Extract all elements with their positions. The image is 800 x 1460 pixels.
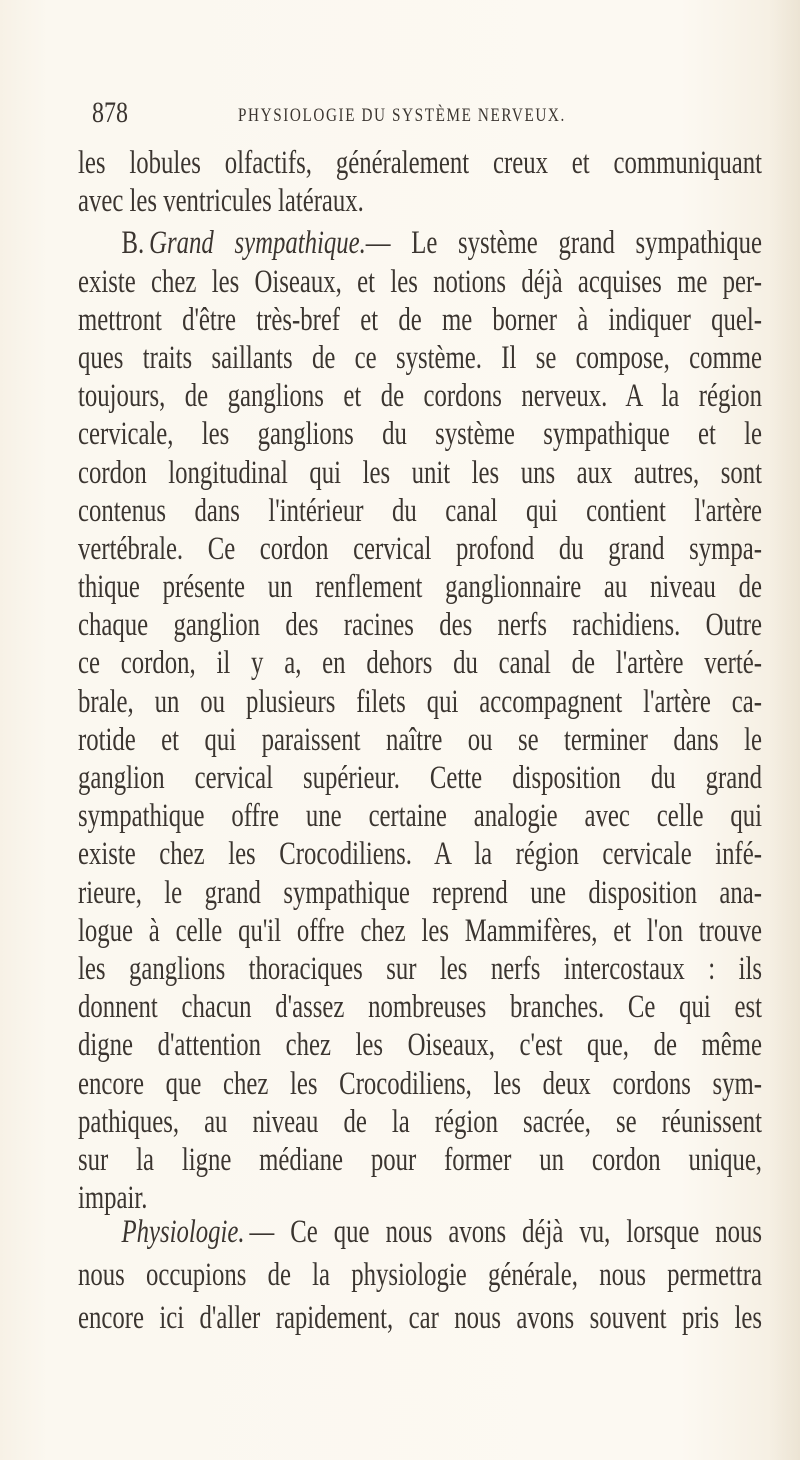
text-line: sur la ligne médiane pour former un cordon unique, <box>78 1141 762 1178</box>
text-line: ce cordon, il y a, en dehors du canal de l'artère verté- <box>78 645 762 682</box>
page-number: 878 <box>92 96 128 129</box>
text-line: thique présente un renflement ganglionnaire au niveau de <box>78 569 762 606</box>
text-line: sympathique offre une certaine analogie avec celle qui <box>78 798 762 835</box>
section-label: B. <box>121 225 145 262</box>
section-title: Grand sympathique. <box>149 225 366 262</box>
text-line: logue à celle qu'il offre chez les Mammifères, et l'on trouve <box>78 912 762 949</box>
text-line: avec les ventricules latéraux. <box>78 183 364 220</box>
paragraph-olfactory <box>78 144 762 220</box>
text-line: impair. <box>78 1180 148 1217</box>
section-heading-line <box>78 1211 762 1254</box>
text-line: encore ici d'aller rapidement, car nous avons souvent pris les <box>78 1300 762 1336</box>
text-line: cordon longitudinal qui les unit les uns aux autres, sont <box>78 454 762 491</box>
heading-continuation: — Ce que nous avons déjà vu, lorsque nous <box>249 1214 762 1250</box>
text-line: existe chez les Oiseaux, et les notions déjà acquises me per- <box>78 263 762 300</box>
running-title: PHYSIOLOGIE DU SYSTÈME NERVEUX. <box>238 105 566 126</box>
text-line: rotide et qui paraissent naître ou se terminer dans le <box>78 721 762 758</box>
text-line: nous occupions de la physiologie générale, nous permettra <box>78 1257 762 1293</box>
text-line: brale, un ou plusieurs filets qui accompagnent l'artère ca- <box>78 683 762 720</box>
text-line: cervicale, les ganglions du système sympathique et le <box>78 416 762 453</box>
text-line: mettront d'être très-bref et de me borner à indiquer quel- <box>78 301 762 338</box>
section-heading-line <box>78 224 762 262</box>
paragraph-physiologie <box>78 1211 762 1340</box>
text-line: rieure, le grand sympathique reprend une disposition ana- <box>78 874 762 911</box>
body-text <box>78 144 762 1217</box>
text-line: vertébrale. Ce cordon cervical profond du grand sympa- <box>78 530 762 567</box>
text-line: donnent chacun d'assez nombreuses branches. Ce qui est <box>78 989 762 1026</box>
text-line: toujours, de ganglions et de cordons nerveux. A la région <box>78 378 762 415</box>
text-line: pathiques, au niveau de la région sacrée, se réunissent <box>78 1103 762 1140</box>
heading-continuation: — Le système grand sympathique <box>365 225 762 262</box>
text-line: encore que chez les Crocodiliens, les deux cordons sym- <box>78 1065 762 1102</box>
text-line: les lobules olfactifs, généralement creux et communiquant <box>78 145 762 181</box>
text-line: chaque ganglion des racines des nerfs rachidiens. Outre <box>78 607 762 644</box>
text-line: ganglion cervical supérieur. Cette disposition du grand <box>78 760 762 796</box>
text-line: les ganglions thoraciques sur les nerfs intercostaux : ils <box>78 950 762 987</box>
section-title: Physiologie. <box>121 1214 245 1250</box>
text-line: contenus dans l'intérieur du canal qui contient l'artère <box>78 492 762 529</box>
text-line: existe chez les Crocodiliens. A la région cervicale infé- <box>78 836 762 873</box>
text-line: digne d'attention chez les Oiseaux, c'est que, de même <box>78 1027 762 1064</box>
text-line: ques traits saillants de ce système. Il se compose, comme <box>78 339 762 376</box>
paragraph-grand-sympathique <box>78 224 762 1217</box>
